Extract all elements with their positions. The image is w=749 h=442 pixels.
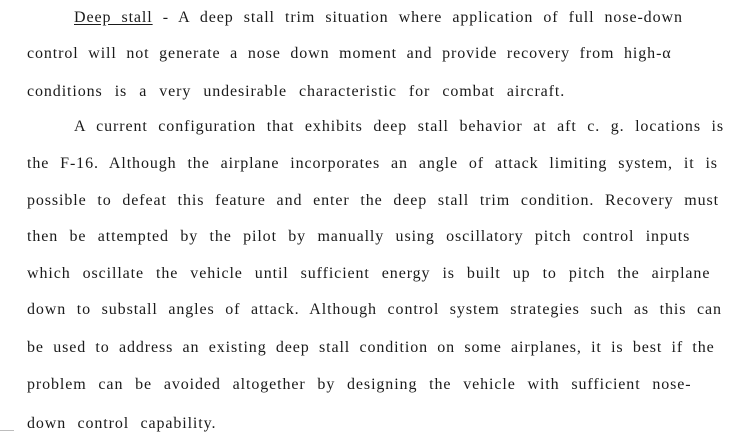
paragraph-1-line-3	[27, 82, 565, 102]
paragraph-1-line-1-text: - A deep stall trim situation where application of full nose-down	[152, 9, 683, 26]
paragraph-2-line-8	[27, 375, 692, 395]
paragraph-2-line-9	[27, 414, 216, 434]
paragraph-2-line-4-text: then be attempted by the pilot by manually using oscillatory pitch control inputs	[27, 228, 691, 245]
paragraph-1-line-3-text: conditions is a very undesirable characteristic for combat aircraft.	[27, 83, 566, 100]
paragraph-2-line-1-text: A current configuration that exhibits deep stall behavior at aft c. g. locations is	[74, 118, 724, 135]
paragraph-2-line-2-text: the F-16. Although the airplane incorporates an angle of attack limiting system, it is	[27, 155, 718, 172]
paragraph-2-line-5-text: which oscillate the vehicle until sufficient energy is built up to pitch the airplane	[27, 265, 711, 282]
paragraph-2-line-9-text: down control capability.	[27, 415, 217, 432]
paragraph-2-line-7	[27, 338, 715, 358]
paragraph-2-line-8-text: problem can be avoided altogether by designing the vehicle with sufficient nose-	[27, 376, 692, 393]
scan-edge-mark	[0, 430, 14, 431]
paragraph-2-line-7-text: be used to address an existing deep stall condition on some airplanes, it is best if the	[27, 339, 715, 356]
term-deep-stall: Deep stall	[74, 9, 153, 26]
paragraph-2-line-6-text: down to substall angles of attack. Although control system strategies such as this can	[27, 301, 722, 318]
paragraph-1-line-2	[27, 44, 672, 64]
paragraph-2-line-3-text: possible to defeat this feature and enter the deep stall trim condition. Recovery must	[27, 192, 720, 209]
paragraph-2-line-1	[74, 117, 724, 137]
paragraph-1-line-1	[74, 8, 683, 28]
paragraph-2-line-6	[27, 300, 722, 320]
paragraph-2-line-2	[27, 154, 718, 174]
paragraph-2-line-4	[27, 227, 690, 247]
paragraph-2-line-5	[27, 264, 710, 284]
paragraph-2-line-3	[27, 191, 719, 211]
paragraph-1-line-2-text: control will not generate a nose down moment and provide recovery from high-α	[27, 45, 672, 62]
